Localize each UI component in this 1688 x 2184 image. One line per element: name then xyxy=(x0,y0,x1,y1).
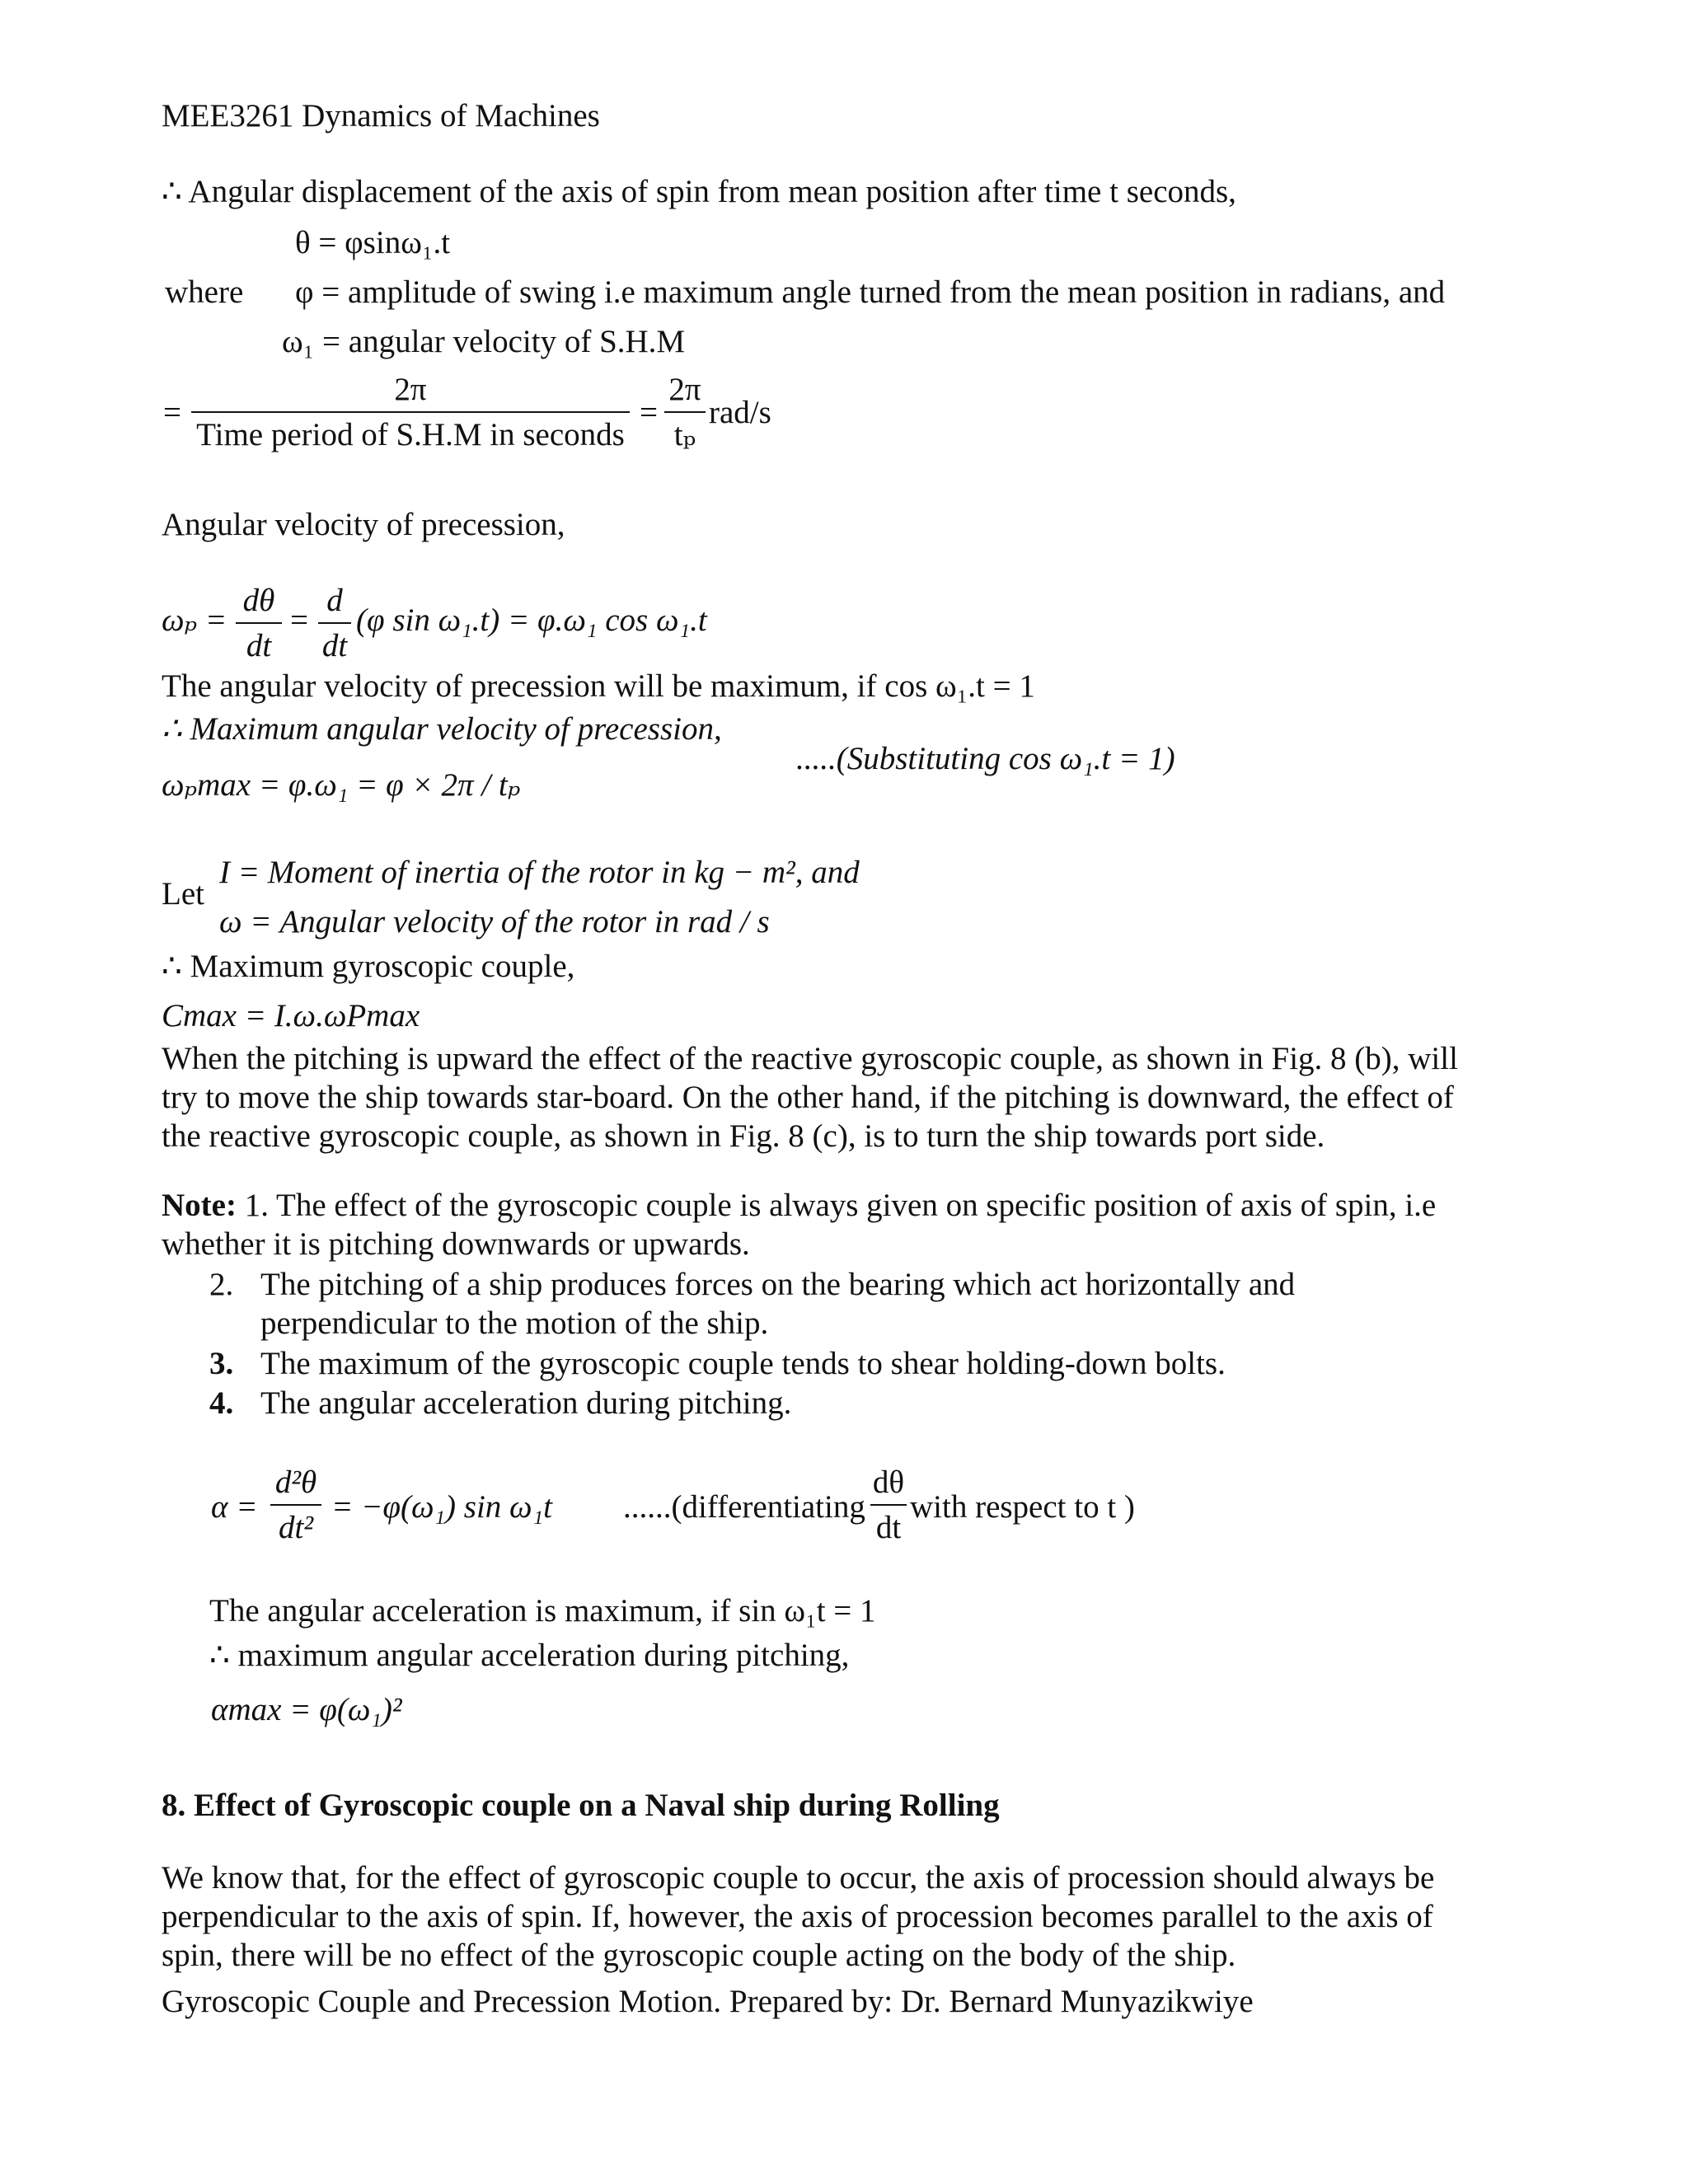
omega-p-max-equation: ωₚmax = φ.ω₁ = φ × 2π / tₚ xyxy=(162,767,521,803)
let-label: Let xyxy=(162,876,204,912)
equals-sign-2: = xyxy=(640,395,658,430)
fraction-bar xyxy=(870,1504,907,1506)
note-item-2-text: The pitching of a ship produces forces on the bearing which act horizontally and perpendicular to the motion of the ship. xyxy=(260,1267,1296,1341)
d2theta-dt2-fraction xyxy=(270,1464,321,1548)
fraction-denominator: tₚ xyxy=(673,416,696,452)
rotor-velocity-definition: ω = Angular velocity of the rotor in rad / s xyxy=(219,904,770,940)
precession-max-condition: The angular velocity of precession will be maximum, if cos ω₁.t = 1 xyxy=(162,668,1035,704)
precession-max-label: ∴ Maximum angular velocity of precession, xyxy=(162,711,722,747)
note-item-2-number: 2. xyxy=(209,1267,234,1302)
equals-sign: = xyxy=(163,395,181,430)
substituting-note: .....(Substituting cos ω₁.t = 1) xyxy=(796,741,1175,776)
phi-definition: φ = amplitude of swing i.e maximum angle turned from the mean position in radians, and xyxy=(295,274,1446,310)
pitching-paragraph: When the pitching is upward the effect of the reactive gyroscopic couple, as shown in Fig. 8 (b), will try to move the ship towards star-board. On the other hand, if the pitching is downward, the effect of the reactive gyroscopic couple, as shown in Fig. 8 (c), is to turn the ship towards port side. xyxy=(162,1041,1458,1154)
page-footer: Gyroscopic Couple and Precession Motion. Prepared by: Dr. Bernard Munyazikwiye xyxy=(162,1984,1254,2019)
fraction-numerator: dθ xyxy=(242,583,275,618)
where-label: where xyxy=(165,274,244,310)
d-dt-fraction xyxy=(318,582,351,666)
section-paragraph: We know that, for the effect of gyroscopic couple to occur, the axis of procession should always be perpendicular to the axis of spin. If, however, the axis of procession becomes parallel to the axis of spin, there will be no effect of the gyroscopic couple acting on the body of the ship. xyxy=(162,1860,1435,1973)
equals-sign-3: = xyxy=(290,602,308,638)
precession-rhs: (φ sin ω₁.t) = φ.ω₁ cos ω₁.t xyxy=(356,602,707,638)
alpha-lhs: α = xyxy=(211,1489,258,1525)
precession-heading: Angular velocity of precession, xyxy=(162,507,565,542)
unit-label: rad/s xyxy=(709,395,771,430)
alpha-max-equation: αmax = φ(ω₁)² xyxy=(211,1692,402,1727)
accel-max-condition: The angular acceleration is maximum, if sin ω₁t = 1 xyxy=(209,1593,876,1629)
note-item-4-number: 4. xyxy=(209,1385,234,1421)
fraction-denominator: dt xyxy=(246,627,272,663)
fraction-bar xyxy=(191,411,630,413)
fraction-denominator: dt xyxy=(875,1509,902,1545)
note-item-4-text: The angular acceleration during pitching. xyxy=(260,1385,792,1421)
max-couple-label: ∴ Maximum gyroscopic couple, xyxy=(162,949,575,984)
fraction-numerator: 2π xyxy=(394,372,427,407)
cmax-equation: Cmax = I.ω.ωPmax xyxy=(162,998,420,1033)
omega1-definition: ω₁ = angular velocity of S.H.M xyxy=(282,324,686,359)
section-heading: 8. Effect of Gyroscopic couple on a Naval ship during Rolling xyxy=(162,1788,1000,1823)
fraction-bar xyxy=(236,622,282,624)
fraction-bar xyxy=(318,622,351,624)
note-paragraph xyxy=(162,1187,1480,1264)
differentiating-note-end: with respect to t ) xyxy=(910,1489,1135,1525)
fraction-denominator: dt² xyxy=(278,1509,314,1545)
fraction-denominator: dt xyxy=(321,627,348,663)
period-fraction xyxy=(191,371,630,455)
inertia-definition: I = Moment of inertia of the rotor in kg − m², and xyxy=(219,855,860,890)
page-header: MEE3261 Dynamics of Machines xyxy=(162,98,600,134)
dtheta-dt-note-fraction xyxy=(870,1464,907,1548)
dtheta-dt-fraction xyxy=(236,582,282,666)
note-item-3-number: 3. xyxy=(209,1346,234,1381)
note-item-3-text: The maximum of the gyroscopic couple tends to shear holding-down bolts. xyxy=(260,1346,1226,1381)
fraction-numerator: 2π xyxy=(668,372,701,407)
fraction-bar xyxy=(664,411,706,413)
note-label: Note: xyxy=(162,1188,237,1223)
note-item-1: 1. The effect of the gyroscopic couple is always given on specific position of axis of spin, i.e whether it is pitching downwards or upwards. xyxy=(162,1188,1437,1262)
omega-p-lhs: ωₚ = xyxy=(162,602,227,638)
theta-equation: θ = φsinω₁.t xyxy=(295,225,451,260)
fraction-numerator: d xyxy=(326,583,343,618)
shm-intro: ∴ Angular displacement of the axis of spin from mean position after time t seconds, xyxy=(162,174,1236,209)
fraction-denominator: Time period of S.H.M in seconds xyxy=(196,416,625,452)
tp-fraction xyxy=(664,371,706,455)
fraction-bar xyxy=(270,1504,321,1506)
fraction-numerator: dθ xyxy=(872,1465,905,1500)
differentiating-note: ......(differentiating xyxy=(623,1489,865,1525)
alpha-rhs: = −φ(ω₁) sin ω₁t xyxy=(331,1489,552,1525)
accel-max-label: ∴ maximum angular acceleration during pitching, xyxy=(209,1638,850,1673)
fraction-numerator: d²θ xyxy=(274,1465,317,1500)
